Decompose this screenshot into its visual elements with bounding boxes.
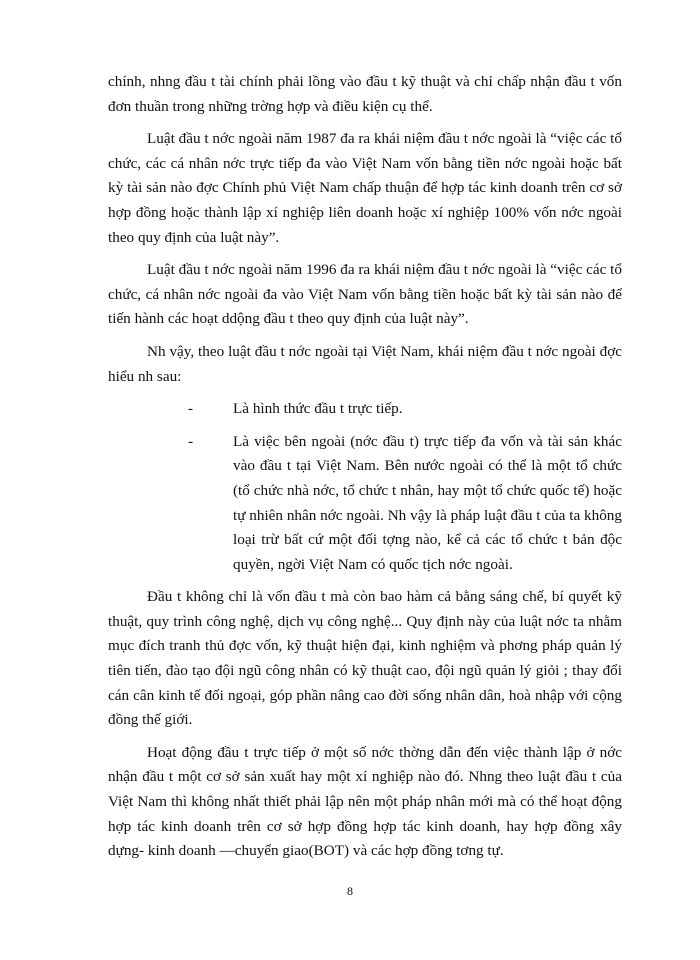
- bullet-item: [108, 430, 622, 578]
- paragraph-definition-intro: Nh vậy, theo luật đầu t nớc ngoài tại Việt Nam, khái niệm đầu t nớc ngoài đợc hiểu nh sau:: [108, 342, 622, 385]
- paragraph-activities: Hoạt động đầu t trực tiếp ở một số nớc thờng dẫn đến việc thành lập ở nớc nhận đầu t một cơ sở sản xuất hay một xí nghiệp nào đó. Nhng theo luật đầu t của Việt Nam thì không nhất thiết phải lập nên một pháp nhân mới mà có thể hoạt động hợp tác kinh doanh trên cơ sở hợp đồng hợp tác kinh doanh, hay hợp đồng xây dựng- kinh doanh —chuyển giao(BOT) và các hợp đồng tơng tự.: [108, 743, 622, 860]
- paragraph-scope: Đầu t không chỉ là vốn đầu t mà còn bao hàm cả bằng sáng chế, bí quyết kỹ thuật, quy trình công nghệ, dịch vụ công nghệ... Quy định này của luật nớc ta nhằm mục đích tranh thủ đợc vốn, kỹ thuật hiện đại, kinh nghiệm và phơng pháp quản lý tiên tiến, đào tạo đội ngũ công nhân có kỹ thuật cao, đội ngũ quản lý giỏi ; thay đổi cán cân kinh tế đối ngoại, góp phần nâng cao đời sống nhân dân, hoà nhập với cộng đồng thế giới.: [108, 588, 622, 729]
- paragraph-law-1987: Luật đầu t nớc ngoài năm 1987 đa ra khái niệm đầu t nớc ngoài là “việc các tổ chức, các cá nhân nớc trực tiếp đa vào Việt Nam vốn bằng tiền nớc ngoài hoặc bất kỳ tài sản nào đợc Chính phủ Việt Nam chấp thuận để hợp tác kinh doanh trên cơ sở hợp đồng hoặc thành lập xí nghiệp liên doanh hoặc xí nghiệp 100% vốn nớc ngoài theo quy định của luật này”.: [108, 130, 622, 246]
- bullet-dash: -: [188, 432, 194, 450]
- paragraph-law-1996: Luật đầu t nớc ngoài năm 1996 đa ra khái niệm đầu t nớc ngoài là “việc các tổ chức, cá nhân nớc ngoài đa vào Việt Nam vốn bằng tiền hoặc bất kỳ tài sản nào để tiến hành các hoạt ddộng đầu t theo quy định của luật này”.: [108, 261, 622, 328]
- document-body: [108, 70, 622, 872]
- bullet-dash: -: [188, 400, 194, 418]
- bullet-text: Là hình thức đầu t trực tiếp.: [233, 400, 403, 418]
- bullet-item: [108, 397, 622, 422]
- bullet-text: Là việc bên ngoài (nớc đầu t) trực tiếp đa vốn và tài sản khác vào đầu t tại Việt Nam. Bên nước ngoài có thể là một tổ chức (tổ chức nhà nớc, tổ chức t nhân, hay một tổ chức quốc tế) hoặc tự nhiên nhân nớc ngoài. Nh vậy là pháp luật đầu t của ta không loại trừ bất cứ một đối tợng nào, kể cả các tổ chức t bản độc quyền, ngời Việt Nam có quốc tịch nớc ngoài.: [233, 432, 622, 573]
- paragraph-continuation: chính, nhng đầu t tài chính phải lồng vào đầu t kỹ thuật và chỉ chấp nhận đầu t vốn đơn thuần trong những trờng hợp và điều kiện cụ thể.: [108, 73, 622, 115]
- page-number: 8: [347, 884, 353, 898]
